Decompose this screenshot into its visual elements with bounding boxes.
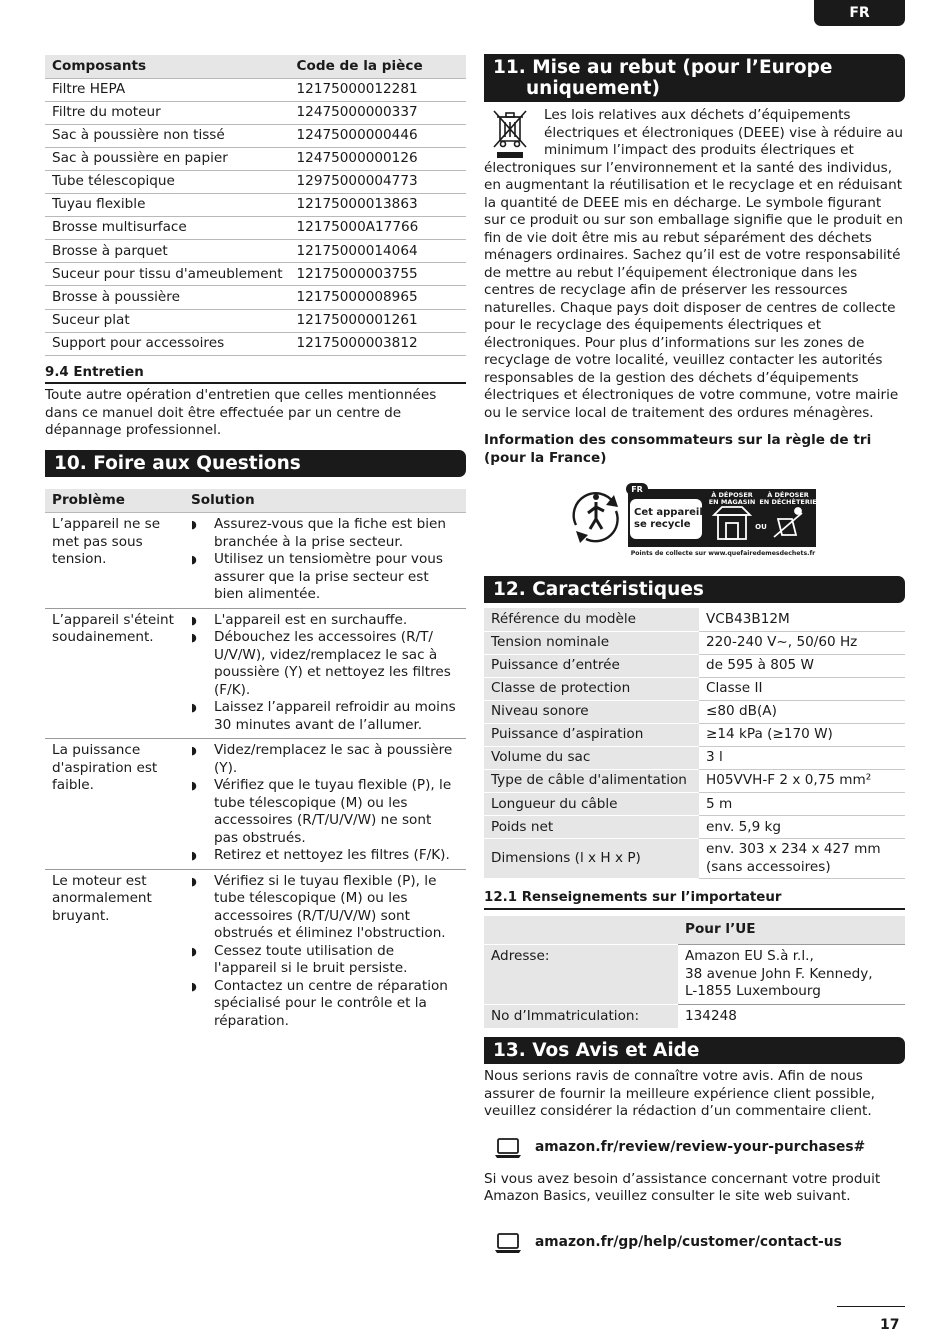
spec-value: 3 l bbox=[699, 747, 905, 770]
disposal-heading-line1: 11. Mise au rebut (pour l’Europe bbox=[493, 57, 833, 78]
faq-solution bbox=[184, 739, 466, 870]
faq-row bbox=[45, 513, 466, 609]
spec-value: Classe II bbox=[699, 677, 905, 700]
language-tab: FR bbox=[814, 0, 905, 26]
parts-component: Brosse à poussière bbox=[45, 286, 290, 309]
faq-solution-item: ◗ L'appareil est en surchauffe. bbox=[191, 612, 459, 630]
importer-address-line: 38 avenue John F. Kennedy, bbox=[685, 965, 873, 982]
spec-row bbox=[484, 770, 905, 793]
faq-solution-item: ◗ Vérifiez si le tuyau flexible (P), le tube télescopique (M) ou les accessoires (R/T/U/V/W) sont obstrués et éliminez l'obstruction. bbox=[191, 873, 459, 943]
parts-code: 12175000012281 bbox=[290, 78, 466, 101]
parts-row bbox=[45, 263, 466, 286]
parts-row bbox=[45, 170, 466, 193]
spec-row bbox=[484, 723, 905, 746]
support-text: Si vous avez besoin d’assistance concernant votre produit Amazon Basics, veuillez consulter le site web suivant. bbox=[484, 1170, 881, 1205]
faq-problem: L’appareil s'éteint soudainement. bbox=[45, 608, 184, 739]
spec-row bbox=[484, 608, 905, 631]
importer-table bbox=[484, 916, 905, 1030]
spec-label: Volume du sac bbox=[484, 747, 699, 770]
parts-row bbox=[45, 124, 466, 147]
crossed-bin-icon bbox=[488, 109, 534, 159]
spec-label: Puissance d’entrée bbox=[484, 654, 699, 677]
spec-row bbox=[484, 631, 905, 654]
feedback-heading: 13. Vos Avis et Aide bbox=[484, 1037, 905, 1064]
triman-logo bbox=[566, 477, 822, 557]
triman-dump-line1: À DÉPOSER bbox=[767, 491, 809, 499]
parts-component: Tube télescopique bbox=[45, 170, 290, 193]
disposal-heading bbox=[484, 54, 905, 102]
faq-solution-item: ◗ Retirez et nettoyez les filtres (F/K). bbox=[191, 847, 459, 865]
spec-label: Poids net bbox=[484, 816, 699, 839]
spec-row bbox=[484, 816, 905, 839]
triman-country: FR bbox=[631, 485, 643, 494]
spec-label: Type de câble d'alimentation bbox=[484, 770, 699, 793]
spec-label: Dimensions (l x H x P) bbox=[484, 839, 699, 879]
triman-footer: Points de collecte sur www.quefairedemesdechets.fr bbox=[630, 550, 816, 557]
faq-table bbox=[45, 489, 466, 1035]
parts-row bbox=[45, 240, 466, 263]
faq-solution-item: ◗ Laissez l’appareil refroidir au moins 30 minutes avant de l’allumer. bbox=[191, 699, 459, 734]
laptop-icon bbox=[494, 1137, 522, 1159]
parts-code: 12475000000446 bbox=[290, 124, 466, 147]
faq-solution-item: ◗ Videz/remplacez le sac à poussière (Y). bbox=[191, 742, 459, 777]
spec-row bbox=[484, 677, 905, 700]
parts-code: 12475000000126 bbox=[290, 147, 466, 170]
disposal-block bbox=[484, 107, 905, 422]
spec-value: env. 5,9 kg bbox=[699, 816, 905, 839]
parts-code: 12175000008965 bbox=[290, 286, 466, 309]
laptop-icon bbox=[494, 1232, 522, 1254]
spec-row bbox=[484, 839, 905, 879]
spec-value: de 595 à 805 W bbox=[699, 654, 905, 677]
parts-code: 12975000004773 bbox=[290, 170, 466, 193]
parts-header-code: Code de la pièce bbox=[290, 55, 466, 78]
importer-header-blank bbox=[484, 916, 678, 945]
parts-code: 12175000014064 bbox=[290, 240, 466, 263]
footer-rule bbox=[837, 1306, 905, 1307]
consumer-info-heading: Information des consommateurs sur la règle de tri (pour la France) bbox=[484, 432, 872, 466]
importer-address-line: L-1855 Luxembourg bbox=[685, 983, 821, 1000]
faq-solution-item: ◗ Utilisez un tensiomètre pour vous assurer que la prise secteur est bien alimentée. bbox=[191, 551, 459, 604]
disposal-text: Les lois relatives aux déchets d’équipements électriques et électroniques (DEEE) vise à réduire au minimum l’impact des produits électriques et électroniques sur l’environnement et la santé des individus, en augmentant la réutilisation et le recyclage et en réduisant la quantité de DEEE mis en décharge. Le symbole figurant sur ce produit ou sur son emballage signifie que le produit en fin de vie doit être mis au rebut séparément des déchets ménagers ordinaires. Sachez qu’il est de votre responsabilité de mettre au rebut l’équipement électronique dans les centres de recyclage afin de préserver les ressources naturelles. Chaque pays doit disposer de centres de collecte pour le recyclage des équipements électriques et électroniques. Pour plus d’informations sur les zones de recyclage de votre localité, veuillez contacter les autorités responsables de la gestion des déchets d’équipements électriques et électroniques de votre commune, votre mairie ou le service local de traitement des ordures ménagères. bbox=[484, 107, 904, 421]
faq-solution bbox=[184, 608, 466, 739]
spec-label: Référence du modèle bbox=[484, 608, 699, 631]
faq-problem: L’appareil ne se met pas sous tension. bbox=[45, 513, 184, 609]
feedback-text: Nous serions ravis de connaître votre avis. Afin de nous assurer de fournir la meilleure expérience client possible, veuillez considérer la rédaction d’un commentaire client. bbox=[484, 1068, 875, 1120]
parts-component: Filtre du moteur bbox=[45, 101, 290, 124]
triman-or: OU bbox=[755, 523, 767, 531]
importer-row bbox=[484, 945, 905, 1005]
parts-component: Brosse à parquet bbox=[45, 240, 290, 263]
parts-row bbox=[45, 309, 466, 332]
faq-solution-item: ◗ Contactez un centre de réparation spécialisé pour le contrôle et la réparation. bbox=[191, 978, 459, 1031]
spec-label: Tension nominale bbox=[484, 631, 699, 654]
parts-row bbox=[45, 194, 466, 217]
faq-solution-item: ◗ Vérifiez que le tuyau flexible (P), le tube télescopique (M) ou les accessoires (R/T/U/V/W) ne sont pas obstrués. bbox=[191, 777, 459, 847]
parts-row bbox=[45, 286, 466, 309]
triman-recycle-line1: Cet appareil bbox=[634, 507, 703, 518]
faq-solution-item: ◗ Assurez-vous que la fiche est bien branchée à la prise secteur. bbox=[191, 516, 459, 551]
review-link[interactable]: amazon.fr/review/review-your-purchases# bbox=[535, 1139, 866, 1156]
spec-value: ≥14 kPa (≥170 W) bbox=[699, 723, 905, 746]
parts-code: 12175000003755 bbox=[290, 263, 466, 286]
parts-code: 12175000001261 bbox=[290, 309, 466, 332]
triman-recycle-line2: se recycle bbox=[634, 519, 691, 530]
faq-row bbox=[45, 869, 466, 1034]
parts-component: Sac à poussière non tissé bbox=[45, 124, 290, 147]
faq-problem: Le moteur est anormalement bruyant. bbox=[52, 872, 152, 924]
parts-row bbox=[45, 78, 466, 101]
parts-component: Tuyau flexible bbox=[45, 194, 290, 217]
parts-component: Suceur plat bbox=[45, 309, 290, 332]
maintenance-heading: 9.4 Entretien bbox=[45, 364, 466, 385]
support-link-row[interactable] bbox=[484, 1232, 905, 1254]
faq-row bbox=[45, 608, 466, 739]
spec-dimensions-line1: env. 303 x 234 x 427 mm bbox=[706, 841, 881, 858]
parts-code: 12475000000337 bbox=[290, 101, 466, 124]
spec-label: Niveau sonore bbox=[484, 700, 699, 723]
left-column bbox=[45, 55, 466, 1034]
faq-solution-item: ◗ Cessez toute utilisation de l'appareil si le bruit persiste. bbox=[191, 943, 459, 978]
faq-solution bbox=[184, 869, 466, 1034]
spec-label: Puissance d’aspiration bbox=[484, 723, 699, 746]
parts-row bbox=[45, 147, 466, 170]
faq-heading: 10. Foire aux Questions bbox=[45, 450, 466, 477]
parts-component: Filtre HEPA bbox=[45, 78, 290, 101]
spec-value: H05VVH-F 2 x 0,75 mm² bbox=[699, 770, 905, 793]
spec-value: ≤80 dB(A) bbox=[699, 700, 905, 723]
support-link[interactable]: amazon.fr/gp/help/customer/contact-us bbox=[535, 1234, 842, 1251]
triman-icon bbox=[574, 493, 618, 543]
specs-heading: 12. Caractéristiques bbox=[484, 576, 905, 603]
importer-header-eu: Pour l’UE bbox=[678, 916, 905, 945]
spec-value: 5 m bbox=[699, 793, 905, 816]
importer-reg-label: No d’Immatriculation: bbox=[484, 1004, 678, 1029]
maintenance-text: Toute autre opération d'entretien que celles mentionnées dans ce manuel doit être effectuée par un centre de dépannage professionnel. bbox=[45, 387, 437, 439]
spec-row bbox=[484, 700, 905, 723]
parts-row bbox=[45, 332, 466, 355]
triman-store-line1: À DÉPOSER bbox=[711, 491, 753, 499]
parts-component: Sac à poussière en papier bbox=[45, 147, 290, 170]
right-column bbox=[484, 54, 905, 1254]
importer-heading: 12.1 Renseignements sur l’importateur bbox=[484, 889, 905, 910]
parts-header-component: Composants bbox=[45, 55, 290, 78]
parts-table bbox=[45, 55, 466, 356]
spec-row bbox=[484, 654, 905, 677]
faq-header-problem: Problème bbox=[45, 489, 184, 513]
parts-code: 12175000013863 bbox=[290, 194, 466, 217]
parts-component: Brosse multisurface bbox=[45, 217, 290, 240]
disposal-heading-line2: uniquement) bbox=[526, 78, 660, 99]
parts-row bbox=[45, 217, 466, 240]
faq-row bbox=[45, 739, 466, 870]
importer-reg-value: 134248 bbox=[685, 1007, 737, 1024]
spec-row bbox=[484, 747, 905, 770]
faq-solution-item: ◗ Débouchez les accessoires (R/T/ U/V/W), videz/remplacez le sac à poussière (Y) et nettoyez les filtres (F/K). bbox=[191, 629, 459, 699]
parts-component: Suceur pour tissu d'ameublement bbox=[45, 263, 290, 286]
faq-problem: La puissance d'aspiration est faible. bbox=[45, 739, 184, 870]
specs-table bbox=[484, 608, 905, 879]
spec-value bbox=[699, 839, 905, 879]
faq-solution bbox=[184, 513, 466, 609]
spec-label: Longueur du câble bbox=[484, 793, 699, 816]
importer-address-line: Amazon EU S.à r.l., bbox=[685, 948, 814, 965]
importer-address-label: Adresse: bbox=[484, 945, 678, 1005]
importer-row bbox=[484, 1004, 905, 1029]
spec-value: VCB43B12M bbox=[699, 608, 905, 631]
spec-dimensions-line2: (sans accessoires) bbox=[706, 858, 831, 875]
parts-row bbox=[45, 101, 466, 124]
parts-code: 12175000A17766 bbox=[290, 217, 466, 240]
parts-code: 12175000003812 bbox=[290, 332, 466, 355]
page-number: 17 bbox=[880, 1317, 900, 1333]
importer-address bbox=[678, 945, 905, 1005]
spec-label: Classe de protection bbox=[484, 677, 699, 700]
parts-component: Support pour accessoires bbox=[45, 332, 290, 355]
spec-row bbox=[484, 793, 905, 816]
triman-dump-line2: EN DÉCHÈTERIE bbox=[759, 498, 817, 506]
triman-store-line2: EN MAGASIN bbox=[708, 498, 756, 506]
spec-value: 220-240 V~, 50/60 Hz bbox=[699, 631, 905, 654]
faq-header-solution: Solution bbox=[184, 489, 466, 513]
review-link-row[interactable] bbox=[484, 1137, 905, 1159]
